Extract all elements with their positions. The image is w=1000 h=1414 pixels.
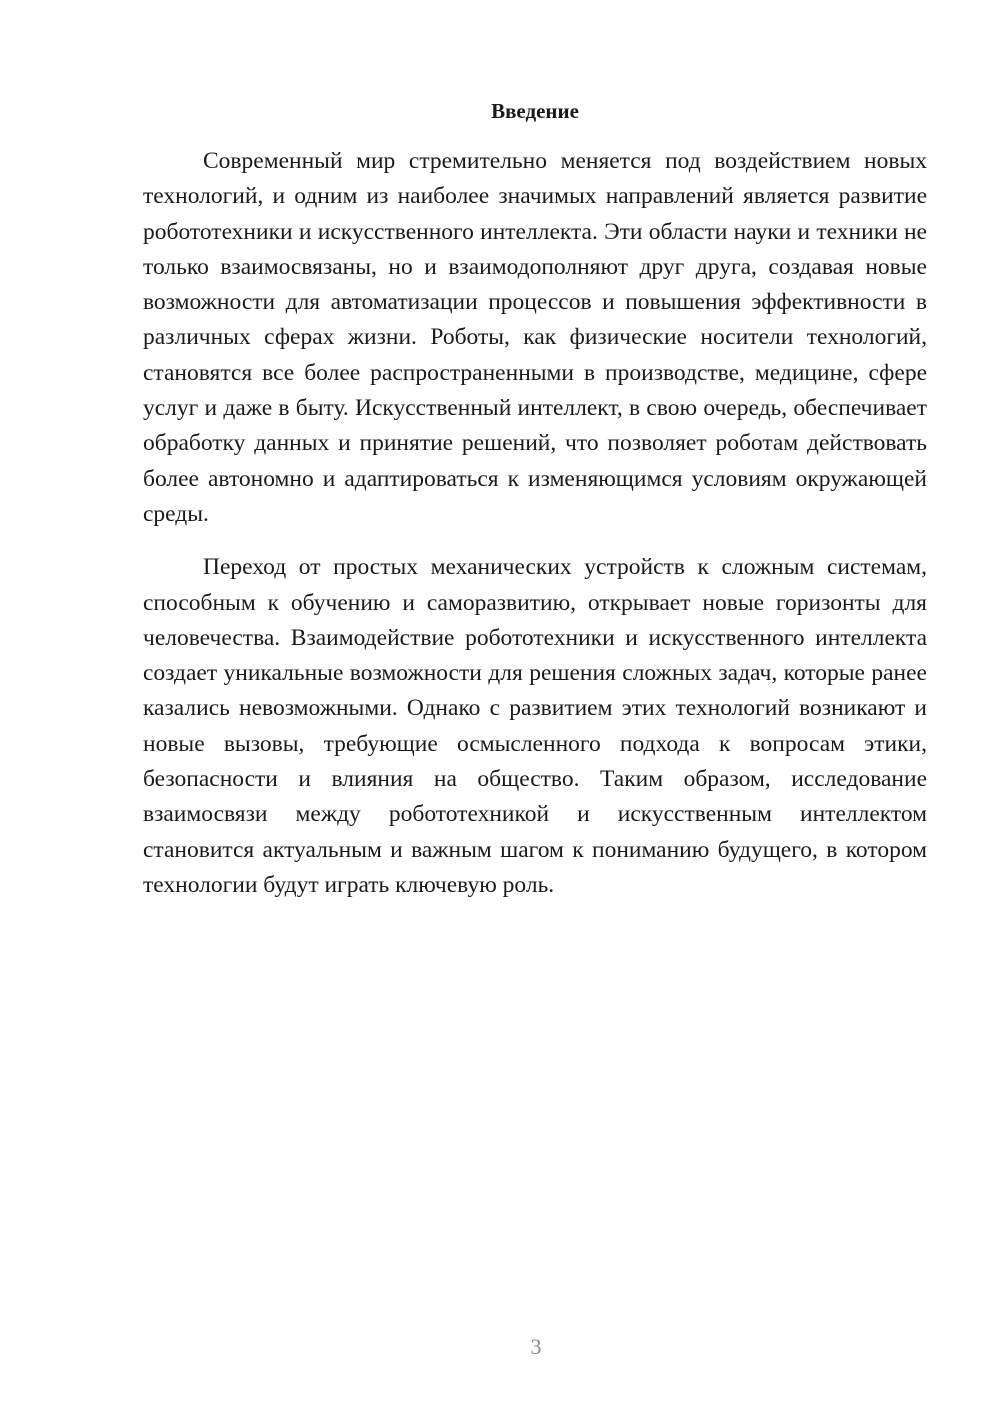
paragraph-1: Современный мир стремительно меняется под воздействием новых технологий, и одним из наиболее значимых направлений является развитие робототехники и искусственного интеллекта. Эти области науки и техники не только взаимосвязаны, но и взаимодополняют друг друга, создавая новые возможности для автоматизации процессов и повышения эффективности в различных сферах жизни. Роботы, как физические носители технологий, становятся все более распространенными в производстве, медицине, сфере услуг и даже в быту. Искусственный интеллект, в свою очередь, обеспечивает обработку данных и принятие решений, что позволяет роботам действовать более автономно и адаптироваться к изменяющимся условиям окружающей среды. [143,148,927,527]
page-content [143,96,927,903]
section-title: Введение [491,99,579,123]
page-number: 3 [530,1334,542,1359]
paragraph-2: Переход от простых механических устройств к сложным системам, способным к обучению и саморазвитию, открывает новые горизонты для человечества. Взаимодействие робототехники и искусственного интеллекта создает уникальные возможности для решения сложных задач, которые ранее казались невозможными. Однако с развитием этих технологий возникают и новые вызовы, требующие осмысленного подхода к вопросам этики, безопасности и влияния на общество. Таким образом, исследование взаимосвязи между робототехникой и искусственным интеллектом становится актуальным и важным шагом к пониманию будущего, в котором технологии будут играть ключевую роль. [143,554,927,898]
